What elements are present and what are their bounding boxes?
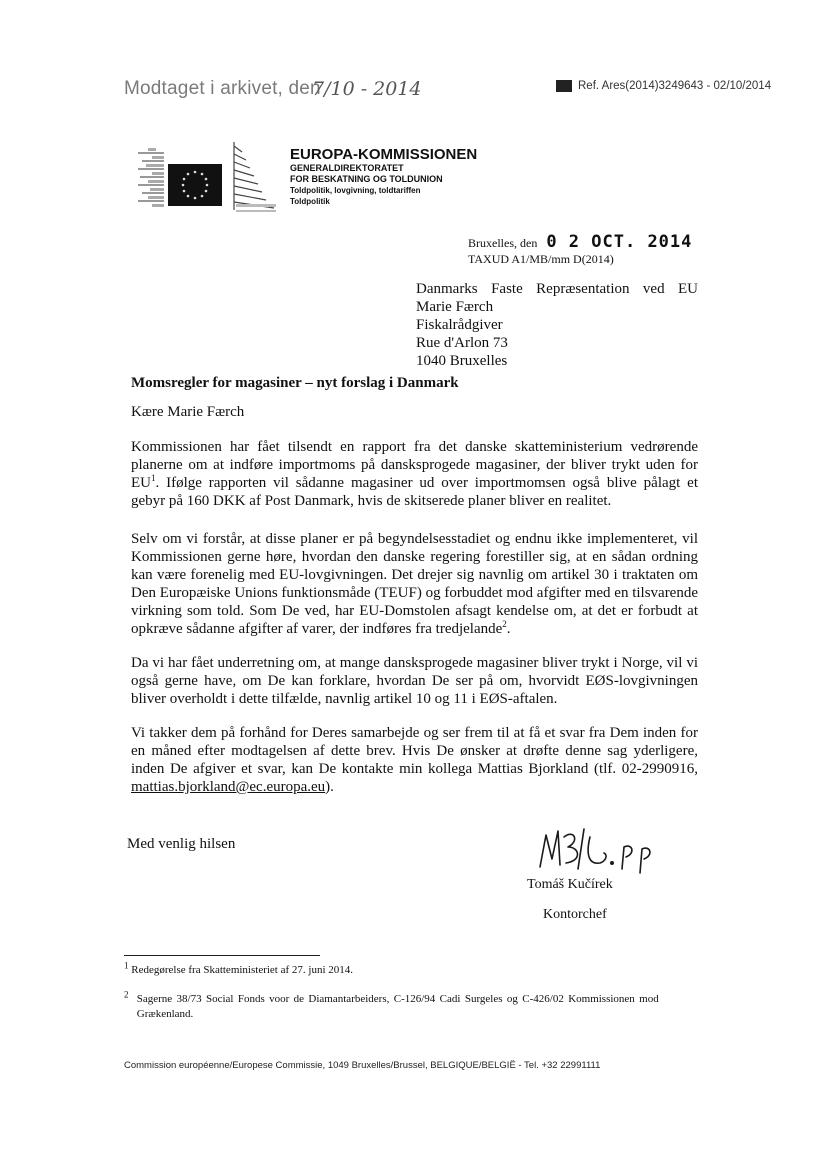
body-paragraph-3: Da vi har fået underretning om, at mange dansksprogede magasiner bliver trykt i Norge, vil vi også gerne have, om De kan forklare, hvordan De ser på om, hvorvidt EØS-lovgivningen bliver overholdt i dette tilfælde, navnlig artikel 10 og 11 i EØS-aftalen. xyxy=(131,655,698,707)
footnote-text: Sagerne 38/73 Social Fonds voor de Diamantarbeiders, C-126/94 Cadi Surgeles og C-426/02 Kommissionen mod Grækenland. xyxy=(136,993,659,1020)
footnote-number: 1 xyxy=(124,960,129,971)
signer-name: Tomáš Kučírek xyxy=(527,877,613,892)
footnote-ref[interactable]: 2 xyxy=(502,619,507,629)
body-paragraph-4 xyxy=(131,724,698,796)
org-name: EUROPA-KOMMISSIONEN xyxy=(290,146,478,163)
date-stamp: 0 2 OCT. 2014 xyxy=(546,232,693,252)
footnote-2 xyxy=(124,989,668,1022)
eu-flag xyxy=(168,164,222,206)
date-place: Bruxelles, den xyxy=(468,236,538,250)
ares-reference-text: Ref. Ares(2014)3249643 - 02/10/2014 xyxy=(578,80,772,92)
body-paragraph-2 xyxy=(131,530,698,638)
letter-subject: Momsregler for magasiner – nyt forslag i Danmark xyxy=(131,375,459,391)
recipient-line: Rue d'Arlon 73 xyxy=(416,335,508,351)
footnote-text: Redegørelse fra Skatteministeriet af 27. juni 2014. xyxy=(131,964,354,976)
footnote-divider xyxy=(124,955,320,956)
body-paragraph-1 xyxy=(131,438,698,510)
dg-line-1: GENERALDIREKTORATET xyxy=(290,163,404,173)
paragraph-text: Selv om vi forstår, at disse planer er på begyndelsesstadiet og endnu ikke implementeret, vil Kommissionen gerne høre, hvordan den danske regering forestiller sig, at en sådan ordning kan være forenelig med EU-lovgivningen. Det drejer sig navnlig om artikel 30 i traktaten om Den Europæiske Unions funktionsmåde (TEUF) og forbuddet mod afgifter med en tilsvarende virkning som told. Som De ved, har EU-Domstolen afsagt kendelse om, at det er forbudt at opkræve sådanne afgifter af varer, der indføres fra tredjelande xyxy=(131,531,698,637)
recipient-line: Danmarks Faste Repræsentation ved EU xyxy=(416,281,698,297)
dg-line-2: FOR BESKATNING OG TOLDUNION xyxy=(290,174,443,184)
archive-stamp-date: 7/10 - 2014 xyxy=(312,78,422,100)
handwritten-signature xyxy=(534,823,664,883)
recipient-line: 1040 Bruxelles xyxy=(416,353,508,369)
paragraph-text: ). xyxy=(325,779,334,795)
dept-line-1: Toldpolitik, lovgivning, toldtariffen xyxy=(290,186,421,195)
salutation: Kære Marie Færch xyxy=(131,404,245,420)
archive-stamp-label: Modtaget i arkivet, den xyxy=(124,78,321,99)
footnote-ref[interactable]: 1 xyxy=(151,473,156,483)
letterhead xyxy=(290,146,477,207)
paragraph-text: Kommissionen har fået tilsendt en rapport fra det danske skatteministerium vedrørende planerne om at indføre importmoms på dansksprogede magasiner, der bliver trykt uden for EU xyxy=(131,439,698,491)
footnote-1 xyxy=(124,960,668,978)
paragraph-text: . Ifølge rapporten vil sådanne magasiner ud over importmomsen også blive pålagt et gebyr på 160 DKK af Post Danmark, hvis de skitserede planer bliver en realitet. xyxy=(131,475,698,509)
contact-email-link[interactable]: mattias.bjorkland@ec.europa.eu xyxy=(131,779,326,795)
page-footer: Commission européenne/Europese Commissie, 1049 Bruxelles/Brussel, BELGIQUE/BELGIË - Tel. +32 22991111 xyxy=(124,1060,601,1071)
signer-title: Kontorchef xyxy=(543,907,607,922)
paragraph-text: . xyxy=(506,621,511,637)
closing: Med venlig hilsen xyxy=(127,836,236,852)
dept-line-2: Toldpolitik xyxy=(290,197,330,206)
date-block xyxy=(468,232,692,267)
ares-reference xyxy=(556,80,771,92)
ref-marker-icon xyxy=(556,80,572,92)
eu-commission-logo xyxy=(138,140,278,216)
recipient-address xyxy=(416,280,698,370)
file-reference: TAXUD A1/MB/mm D(2014) xyxy=(468,252,614,266)
paragraph-text: Vi takker dem på forhånd for Deres samarbejde og ser frem til at få et svar fra Dem inden for en måned efter modtagelsen af dette brev. Hvis De ønsker at drøfte denne sag yderligere, inden De afgiver et svar, kan De kontakte min kollega Mattias Bjorkland (tlf. 02-2990916, xyxy=(131,725,698,777)
recipient-line: Marie Færch xyxy=(416,299,494,315)
footnote-number: 2 xyxy=(124,989,129,1000)
recipient-line: Fiskalrådgiver xyxy=(416,317,503,333)
